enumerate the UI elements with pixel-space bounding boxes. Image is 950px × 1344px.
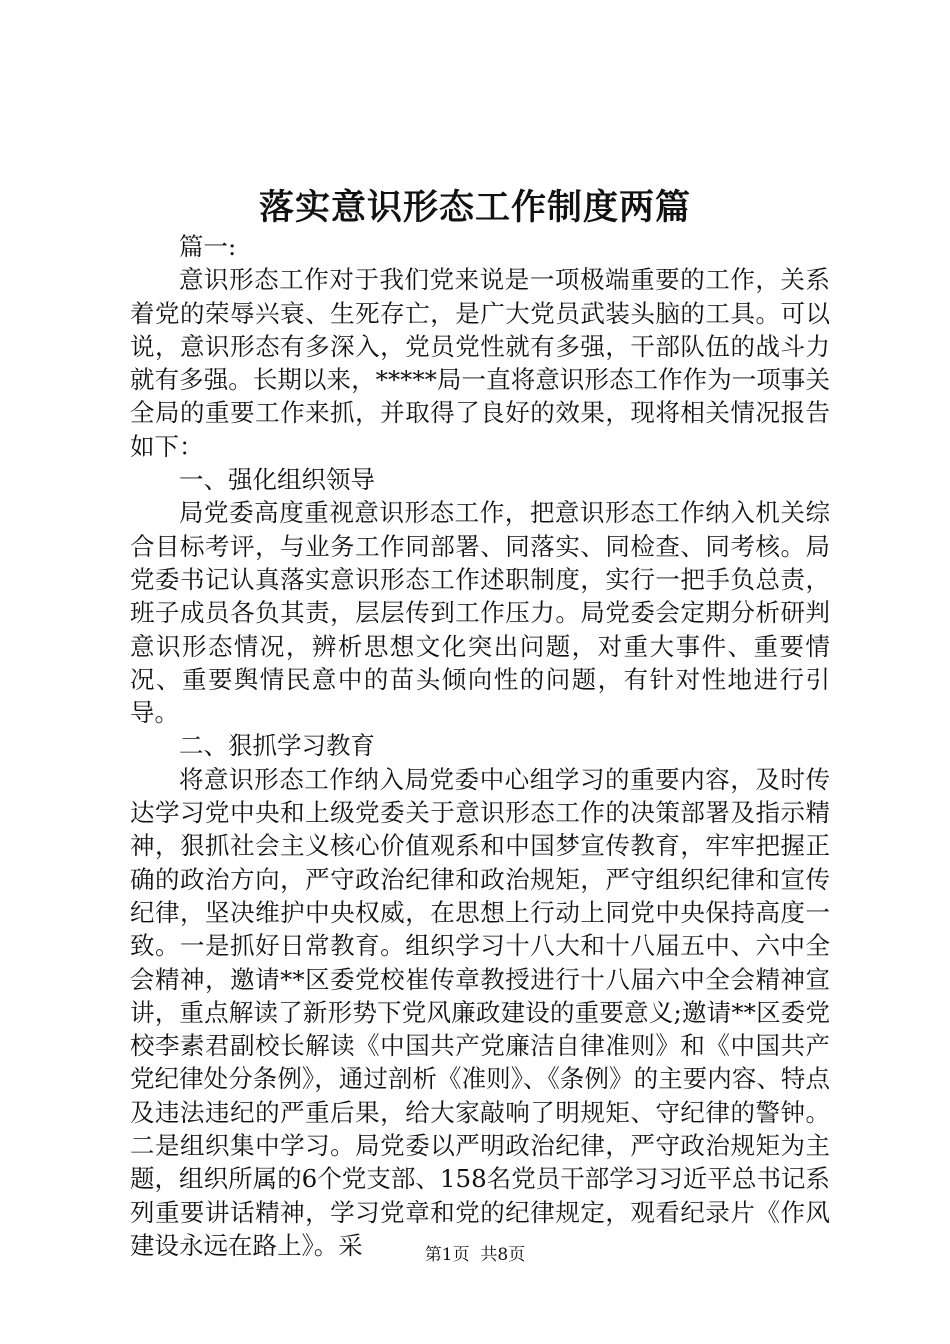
document-title: 落实意识形态工作制度两篇 <box>258 187 691 228</box>
paragraph-organization: 局党委高度重视意识形态工作，把意识形态工作纳入机关综合目标考评，与业务工作同部署、同落实、同检查、同考核。局党委书记认真落实意识形态工作述职制度，实行一把手负总责，班子成员各负其责，层层传到工作压力。局党委会定期分析研判意识形态情况，辨析思想文化突出问题，对重大事件、重要情况、重要舆情民意中的苗头倾向性的问题，有针对性地进行引导。 <box>130 498 830 728</box>
page-number-footer: 第1页 共8页 <box>424 1245 526 1265</box>
paragraph-introduction: 意识形态工作对于我们党来说是一项极端重要的工作，关系着党的荣辱兴衰、生死存亡，是广大党员武装头脑的工具。可以说，意识形态有多深入，党员党性就有多强，干部队伍的战斗力就有多强。长期以来，*****局一直将意识形态工作作为一项事关全局的重要工作来抓，并取得了良好的效果，现将相关情况报告如下： <box>130 265 830 461</box>
paragraph-education: 将意识形态工作纳入局党委中心组学习的重要内容，及时传达学习党中央和上级党委关于意识形态工作的决策部署及指示精神，狠抓社会主义核心价值观系和中国梦宣传教育，牢牢把握正确的政治方向，严守政治纪律和政治规矩，严守组织纪律和宣传纪律，坚决维护中央权威，在思想上行动上同党中央保持高度一致。一是抓好日常教育。组织学习十八大和十八届五中、六中全会精神，邀请**区委党校崔传章教授进行十八届六中全会精神宣讲，重点解读了新形势下党风廉政建设的重要意义;邀请**区委党校李素君副校长解读《中国共产党廉洁自律准则》和《中国共产党纪律处分条例》，通过剖析《准则》、《条例》的主要内容、特点及违法违纪的严重后果，给大家敲响了明规矩、守纪律的警钟。二是组织集中学习。局党委以严明政治纪律，严守政治规矩为主题，组织所属的6个党支部、158名党员干部学习习近平总书记系列重要讲话精神，学习党章和党的纪律规定，观看纪录片《作风建设永远在路上》。采 <box>130 764 830 1260</box>
document-body <box>130 230 830 1262</box>
section-heading-education: 二、狠抓学习教育 <box>179 731 375 761</box>
section-heading-part-one: 篇一: <box>179 232 237 261</box>
section-heading-organization: 一、强化组织领导 <box>179 465 375 495</box>
